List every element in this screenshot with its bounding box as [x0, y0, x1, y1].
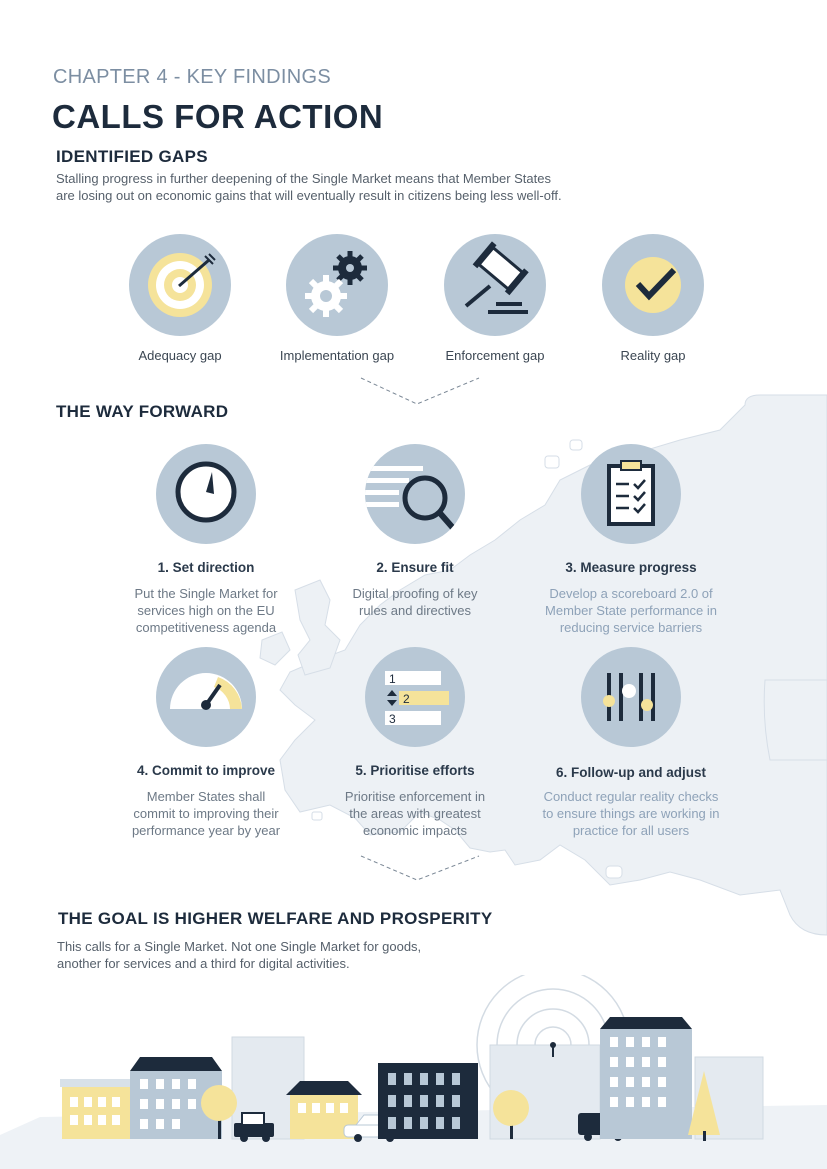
- goal-text-line-2: another for services and a third for digital activities.: [57, 956, 350, 971]
- clipboard-icon: [581, 444, 681, 544]
- goal-text-line-1: This calls for a Single Market. Not one Single Market for goods,: [57, 939, 422, 954]
- connector-lines: [355, 374, 485, 408]
- desc-line: economic impacts: [362, 823, 468, 838]
- gap-item-reality: [573, 234, 733, 363]
- step-follow-up-and-adjust: [531, 647, 731, 839]
- desc-line: commit to improving their: [133, 806, 279, 821]
- rank-2: 2: [403, 692, 410, 706]
- gaps-text-line-1: Stalling progress in further deepening of the Single Market means that Member States: [56, 171, 551, 186]
- gap-label: Enforcement gap: [445, 348, 545, 363]
- compass-icon: [156, 444, 256, 544]
- desc-line: performance year by year: [131, 823, 281, 838]
- step-description: [531, 788, 731, 839]
- desc-line: Prioritise enforcement in: [344, 789, 486, 804]
- target-icon: [129, 234, 231, 336]
- gauge-icon: [156, 647, 256, 747]
- step-prioritise-efforts: [315, 647, 515, 839]
- gears-icon: [286, 234, 388, 336]
- gap-label: Reality gap: [620, 348, 686, 363]
- step-ensure-fit: [315, 444, 515, 619]
- desc-line: Develop a scoreboard 2.0 of: [549, 586, 713, 601]
- gap-item-enforcement: [415, 234, 575, 363]
- rank-1: 1: [389, 672, 396, 686]
- desc-line: services high on the EU: [137, 603, 275, 618]
- magnifier-icon: [365, 444, 465, 544]
- city-skyline-illustration: [0, 975, 827, 1169]
- page-title: CALLS FOR ACTION: [52, 98, 384, 135]
- desc-line: Conduct regular reality checks: [543, 789, 719, 804]
- goal-text: [57, 938, 421, 972]
- connector-lines: [355, 852, 485, 886]
- ranked-list-icon: [365, 647, 465, 747]
- desc-line: Member State performance in: [545, 603, 717, 618]
- desc-line: rules and directives: [359, 603, 471, 618]
- identified-gaps-heading: IDENTIFIED GAPS: [56, 147, 208, 166]
- desc-line: Digital proofing of key: [352, 586, 478, 601]
- step-set-direction: [106, 444, 306, 636]
- desc-line: practice for all users: [572, 823, 690, 838]
- way-forward-heading: THE WAY FORWARD: [56, 402, 229, 421]
- gap-item-adequacy: [100, 234, 260, 363]
- gap-item-implementation: [257, 234, 417, 363]
- desc-line: competitiveness agenda: [135, 620, 277, 635]
- step-title: 1. Set direction: [157, 560, 255, 575]
- step-title: 2. Ensure fit: [376, 560, 454, 575]
- step-title: 3. Measure progress: [565, 560, 697, 575]
- gavel-icon: [444, 234, 546, 336]
- identified-gaps-text: [56, 170, 616, 204]
- desc-line: to ensure things are working in: [542, 806, 720, 821]
- gap-label: Adequacy gap: [138, 348, 222, 363]
- desc-line: the areas with greatest: [349, 806, 481, 821]
- step-measure-progress: [531, 444, 731, 636]
- checkmark-icon: [602, 234, 704, 336]
- goal-heading: THE GOAL IS HIGHER WELFARE AND PROSPERITY: [58, 909, 493, 928]
- gaps-text-line-2: are losing out on economic gains that will eventually result in citizens being less well-off.: [56, 188, 562, 203]
- chapter-label: CHAPTER 4 - KEY FINDINGS: [53, 66, 331, 88]
- step-description: [531, 585, 731, 636]
- step-description: [315, 585, 515, 619]
- step-description: [315, 788, 515, 839]
- sliders-icon: [581, 647, 681, 747]
- gap-label: Implementation gap: [279, 348, 395, 363]
- desc-line: reducing service barriers: [559, 620, 703, 635]
- step-description: [106, 585, 306, 636]
- step-title: 5. Prioritise efforts: [355, 763, 475, 778]
- step-description: [106, 788, 306, 839]
- step-commit-to-improve: [106, 647, 306, 839]
- step-title: 4. Commit to improve: [136, 763, 276, 778]
- step-title: 6. Follow-up and adjust: [556, 765, 706, 780]
- desc-line: Member States shall: [146, 789, 266, 804]
- rank-3: 3: [389, 712, 396, 726]
- desc-line: Put the Single Market for: [134, 586, 278, 601]
